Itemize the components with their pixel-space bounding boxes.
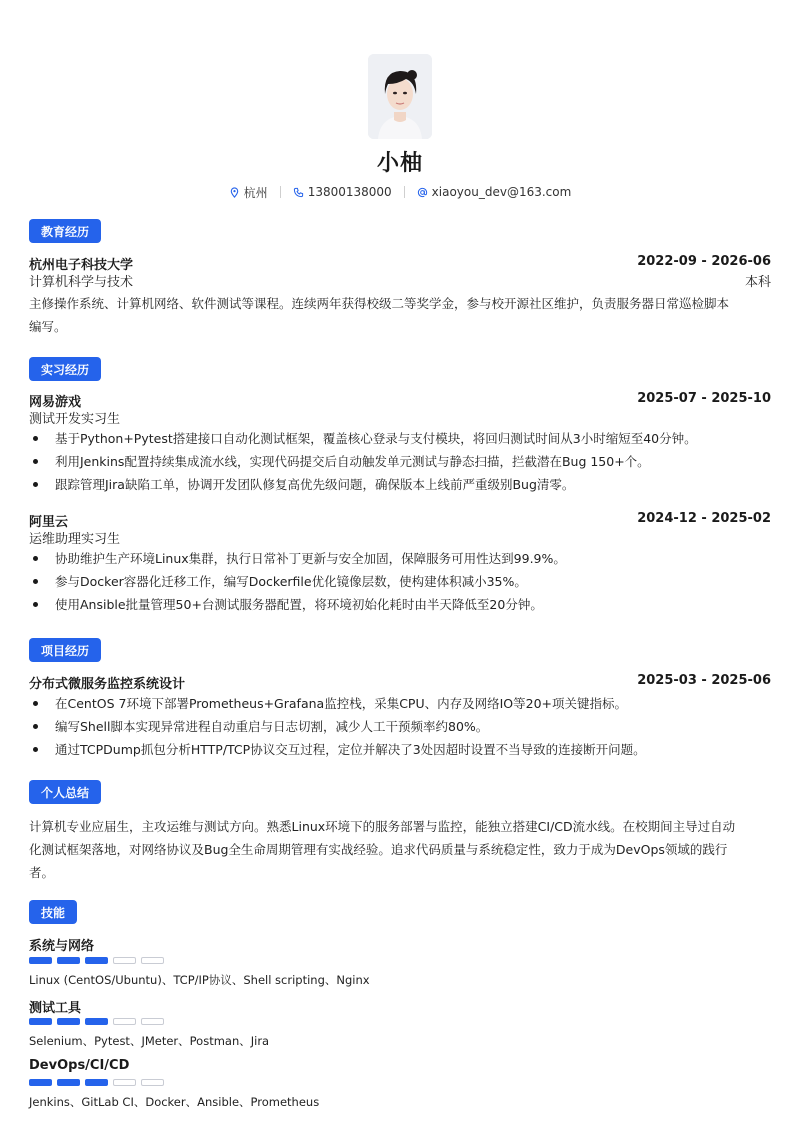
- skill-level-segment-empty: [141, 957, 164, 964]
- internship-role-row: [29, 408, 771, 427]
- list-item: 通过TCPDump抓包分析HTTP/TCP协议交互过程，定位并解决了3处因超时设置不当导致的连接断开问题。: [29, 738, 771, 761]
- location-pin-icon: [229, 187, 240, 198]
- skill-name: DevOps/CI/CD: [29, 1058, 130, 1073]
- internship-bullets: [29, 427, 771, 496]
- list-item: 利用Jenkins配置持续集成流水线，实现代码提交后自动触发单元测试与静态扫描，拦截潜在Bug 150+个。: [29, 450, 771, 473]
- internship-role: 运维助理实习生: [29, 532, 121, 547]
- summary-line: 化测试框架落地，对网络协议及Bug全生命周期管理有实战经验。追求代码质量与系统稳定性，致力于成为DevOps领域的践行: [29, 842, 728, 857]
- education-dates: 2022-09 - 2026-06: [637, 254, 771, 269]
- skill-level-bar: [29, 957, 164, 964]
- contact-location: [229, 184, 268, 201]
- internship-role: 测试开发实习生: [29, 412, 121, 427]
- list-item: 跟踪管理Jira缺陷工单，协调开发团队修复高优先级问题，确保版本上线前严重级别Bug清零。: [29, 473, 771, 496]
- internship-role-row: [29, 528, 771, 547]
- project-bullets: [29, 692, 771, 761]
- company-name: 阿里云: [29, 515, 69, 530]
- company-name: 网易游戏: [29, 395, 82, 410]
- skill-description: Selenium、Pytest、JMeter、Postman、Jira: [29, 1034, 270, 1048]
- skill-name: 系统与网络: [29, 939, 95, 954]
- skill-name: 测试工具: [29, 1001, 82, 1016]
- education-sub-row: [29, 271, 771, 290]
- section-badge-internships: 实习经历: [29, 357, 101, 381]
- skill-level-segment-filled: [29, 1018, 52, 1025]
- education-description: [29, 292, 771, 338]
- list-item: 协助维护生产环境Linux集群，执行日常补丁更新与安全加固，保障服务可用性达到99.9%。: [29, 547, 771, 570]
- major: 计算机科学与技术: [29, 275, 134, 290]
- skill-level-bar: [29, 1079, 164, 1086]
- contact-email: [417, 185, 572, 199]
- contact-divider: [404, 186, 405, 198]
- email-text: xiaoyou_dev@163.com: [431, 185, 572, 199]
- phone-text: 13800138000: [307, 185, 392, 199]
- skill-level-bar: [29, 1018, 164, 1025]
- education-description-line: 主修操作系统、计算机网络、软件测试等课程。连续两年获得校级二等奖学金，参与校开源社区维护，负责服务器日常巡检脚本: [29, 296, 730, 311]
- skill-description: Jenkins、GitLab CI、Docker、Ansible、Prometheus: [29, 1095, 320, 1109]
- skill-level-segment-filled: [29, 957, 52, 964]
- section-badge-summary: 个人总结: [29, 780, 101, 804]
- skill-level-segment-filled: [85, 957, 108, 964]
- summary-line: 者。: [29, 865, 55, 880]
- list-item: 在CentOS 7环境下部署Prometheus+Grafana监控栈，采集CPU、内存及网络IO等20+项关键指标。: [29, 692, 771, 715]
- skill-level-segment-empty: [113, 957, 136, 964]
- profile-photo: [368, 54, 432, 139]
- section-badge-education: 教育经历: [29, 219, 101, 243]
- skill-level-segment-filled: [57, 1079, 80, 1086]
- section-badge-skills: 技能: [29, 900, 77, 924]
- email-at-icon: [417, 187, 428, 198]
- summary-text: [29, 815, 771, 884]
- skill-level-segment-filled: [85, 1018, 108, 1025]
- list-item: 参与Docker容器化迁移工作，编写Dockerfile优化镜像层数，使构建体积减小35%。: [29, 570, 771, 593]
- list-item: 编写Shell脚本实现异常进程自动重启与日志切割，减少人工干预频率约80%。: [29, 715, 771, 738]
- list-item: 使用Ansible批量管理50+台测试服务器配置，将环境初始化耗时由半天降低至20分钟。: [29, 593, 771, 616]
- skill-level-segment-empty: [141, 1018, 164, 1025]
- project-header-row: [29, 673, 771, 692]
- candidate-name: 小柚: [376, 151, 423, 176]
- portrait-image: [368, 54, 432, 139]
- skill-level-segment-filled: [85, 1079, 108, 1086]
- list-item: 基于Python+Pytest搭建接口自动化测试框架，覆盖核心登录与支付模块，将回归测试时间从3小时缩短至40分钟。: [29, 427, 771, 450]
- internship-dates: 2024-12 - 2025-02: [637, 511, 771, 526]
- contact-divider: [280, 186, 281, 198]
- skill-level-segment-empty: [113, 1018, 136, 1025]
- location-text: 杭州: [243, 185, 268, 200]
- summary-line: 计算机专业应届生，主攻运维与测试方向。熟悉Linux环境下的服务部署与监控，能独立搭建CI/CD流水线。在校期间主导过自动: [29, 819, 736, 834]
- section-badge-projects: 项目经历: [29, 638, 101, 662]
- degree: 本科: [744, 275, 771, 290]
- skill-level-segment-filled: [57, 1018, 80, 1025]
- skill-level-segment-filled: [57, 957, 80, 964]
- internship-dates: 2025-07 - 2025-10: [637, 391, 771, 406]
- phone-icon: [293, 187, 304, 198]
- contact-phone: [293, 185, 392, 199]
- skill-level-segment-filled: [29, 1079, 52, 1086]
- contact-info: [0, 183, 800, 201]
- skill-level-segment-empty: [141, 1079, 164, 1086]
- internship-bullets: [29, 547, 771, 616]
- school-name: 杭州电子科技大学: [29, 258, 134, 273]
- project-name: 分布式微服务监控系统设计: [29, 677, 186, 692]
- skill-description: Linux (CentOS/Ubuntu)、TCP/IP协议、Shell scripting、Nginx: [29, 973, 370, 987]
- education-description-line: 编写。: [29, 319, 67, 334]
- skill-level-segment-empty: [113, 1079, 136, 1086]
- project-dates: 2025-03 - 2025-06: [637, 673, 771, 688]
